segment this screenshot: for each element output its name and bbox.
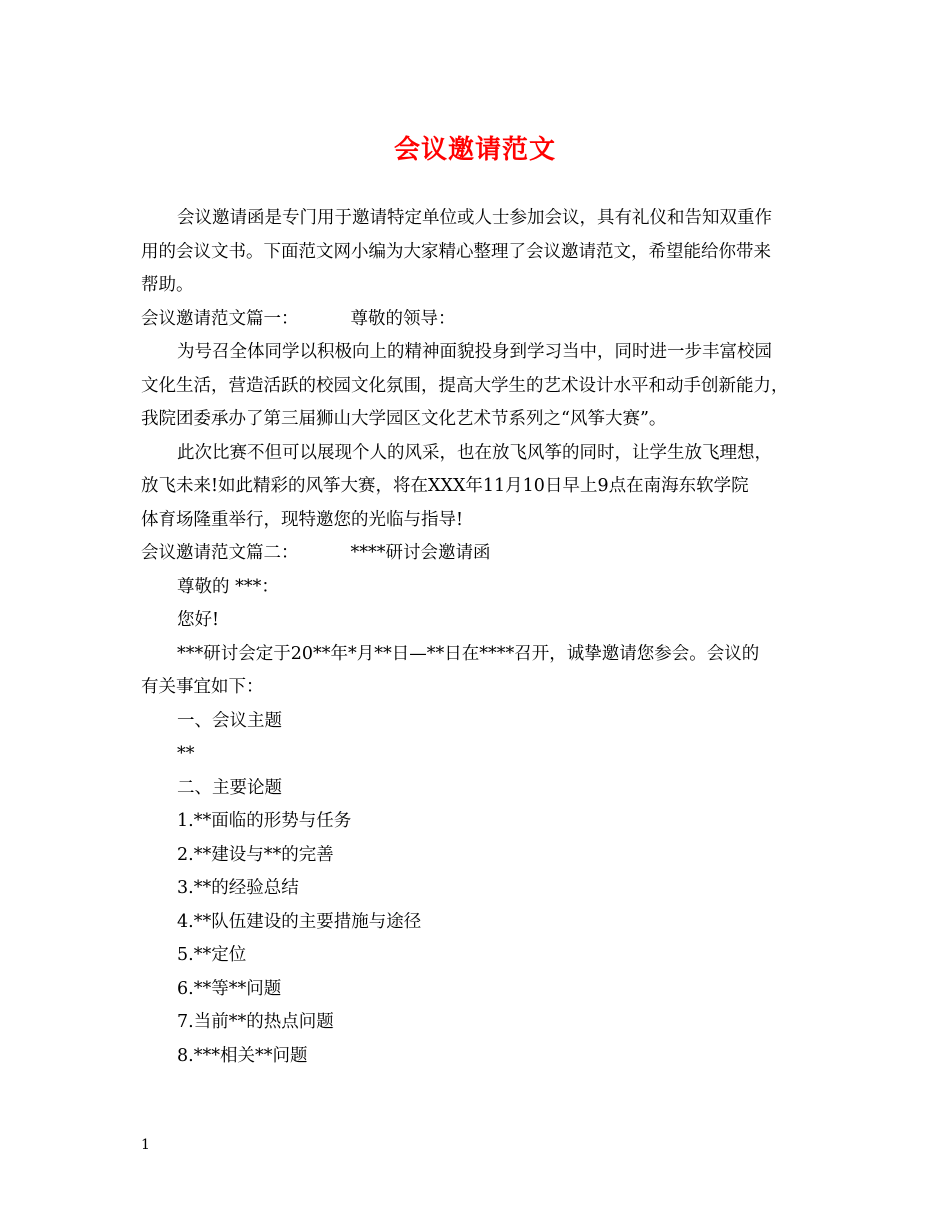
section1-para2-line: 此次比赛不但可以展现个人的风采，也在放飞风筝的同时，让学生放飞理想，: [177, 442, 772, 463]
section1-para1-line: 文化生活，营造活跃的校园文化氛围，提高大学生的艺术设计水平和动手创新能力，: [141, 375, 789, 396]
page-number: 1: [141, 1137, 150, 1153]
topic-item: 5.**定位: [177, 945, 247, 965]
document-body: [141, 202, 821, 1073]
section2-para-line: 有关事宜如下：: [141, 677, 264, 697]
topic-item: 1.**面临的形势与任务: [177, 811, 352, 831]
section1-para2-line: 放飞未来!如此精彩的风筝大赛，将在XXX年11月10日早上9点在南海东软学院: [141, 476, 749, 496]
section1-salutation: 尊敬的领导：: [350, 308, 456, 329]
topic-item: 4.**队伍建设的主要措施与途径: [177, 911, 422, 932]
section1-heading-line: [141, 303, 821, 337]
section2-heading: 会议邀请范文篇二：: [141, 543, 299, 563]
topic-item: 7.当前**的热点问题: [177, 1012, 334, 1032]
intro-line: 用的会议文书。下面范文网小编为大家精心整理了会议邀请范文，希望能给你带来: [141, 241, 771, 262]
intro-line: 会议邀请函是专门用于邀请特定单位或人士参加会议，具有礼仪和告知双重作: [177, 208, 772, 228]
section2-para-line: ***研讨会定于20**年*月**日—**日在****召开，诚挚邀请您参会。会议的: [177, 643, 760, 664]
intro-line: 帮助。: [141, 275, 194, 295]
topic-item: 2.**建设与**的完善: [177, 844, 334, 865]
section1-para1-line: 我院团委承办了第三届狮山大学园区文化艺术节系列之“风筝大赛”。: [141, 409, 667, 429]
section2-subtitle: ****研讨会邀请函: [350, 543, 491, 563]
section1-para2-line: 体育场隆重举行，现特邀您的光临与指导!: [141, 509, 464, 530]
topic-item: 3.**的经验总结: [177, 878, 299, 898]
theme-heading: 一、会议主题: [177, 710, 282, 731]
section1-para1-line: 为号召全体同学以积极向上的精神面貌投身到学习当中，同时进一步丰富校园: [177, 342, 772, 362]
topic-item: 8.***相关**问题: [177, 1045, 308, 1066]
section2-heading-line: [141, 537, 821, 571]
theme-value: **: [177, 744, 195, 764]
topic-item: 6.**等**问题: [177, 978, 282, 999]
section2-salutation: 尊敬的 ***：: [177, 576, 279, 597]
section1-heading: 会议邀请范文篇一：: [141, 308, 299, 329]
page-title: 会议邀请范文: [393, 135, 556, 165]
section2-greeting: 您好!: [177, 610, 220, 630]
topics-heading: 二、主要论题: [177, 777, 282, 798]
